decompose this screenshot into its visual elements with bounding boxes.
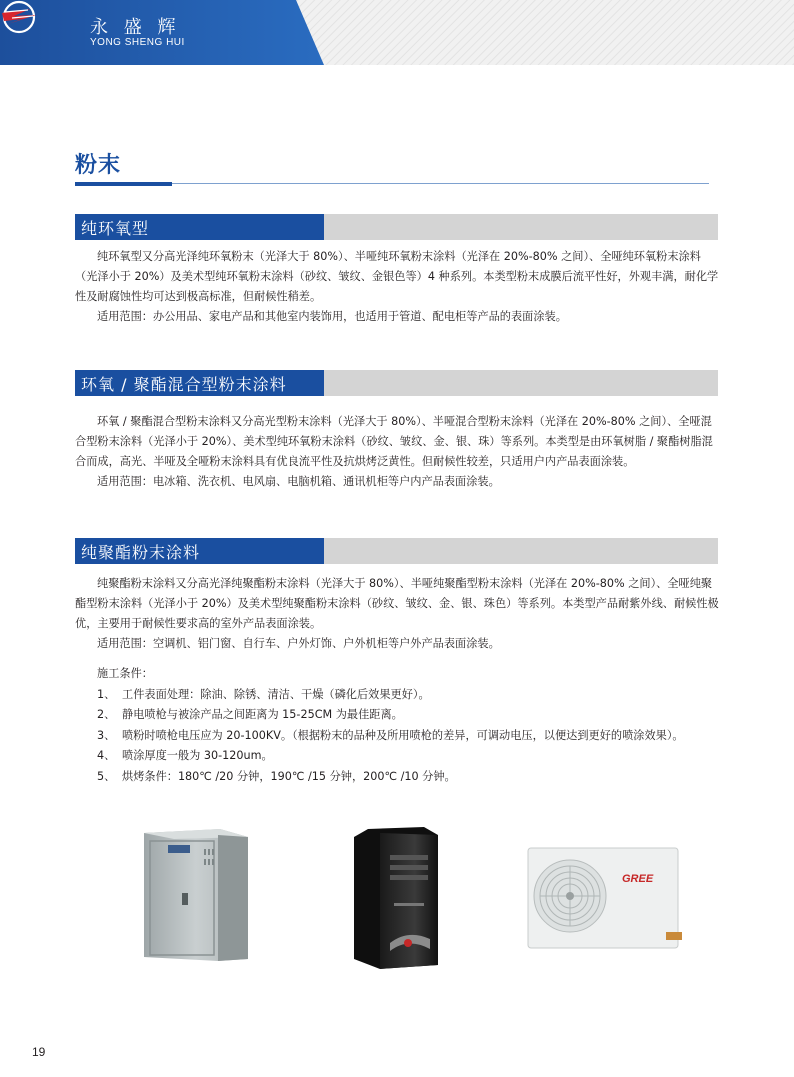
item-number: 4、 — [97, 749, 116, 762]
computer-case-image — [350, 825, 440, 970]
list-item — [97, 705, 684, 726]
list-item — [97, 767, 684, 788]
title-accent-bar — [75, 182, 172, 186]
section-heading: 环氧 / 聚酯混合型粉末涂料 — [81, 375, 287, 394]
item-number: 2、 — [97, 708, 116, 721]
list-item — [97, 726, 684, 747]
section-header-epoxy — [75, 214, 718, 240]
header-band — [0, 0, 794, 65]
paragraph: 纯环氧型又分高光泽纯环氧粉末（光泽大于 80%）、半哑纯环氧粉末涂料（光泽在 20%-80% 之间）、全哑纯环氧粉末涂料（光泽小于 20%）及美术型纯环氧粉末涂料（砂纹、皱纹、金银色等）4 种系列。本类型粉末成膜后流平性好，外观丰满，耐化学性及耐腐蚀性均可达到极高标准，但耐候性稍差。 — [75, 250, 719, 303]
paragraph: 适用范围：电冰箱、洗衣机、电风扇、电脑机箱、通讯机柜等户内产品表面涂装。 — [97, 475, 500, 488]
section-header-hybrid — [75, 370, 718, 396]
air-conditioner-outdoor-unit-image — [526, 844, 686, 952]
list-item — [97, 685, 684, 706]
paragraph: 适用范围：办公用品、家电产品和其他室内装饰用，也适用于管道、配电柜等产品的表面涂装。 — [97, 310, 567, 323]
item-text: 烘烤条件：180℃ /20 分钟，190℃ /15 分钟，200℃ /10 分钟。 — [122, 769, 456, 783]
section-header-polyester — [75, 538, 718, 564]
item-number: 1、 — [97, 687, 116, 701]
construction-heading: 施工条件： — [97, 667, 153, 680]
section-body-hybrid — [75, 412, 720, 492]
company-logo-icon — [0, 0, 38, 34]
item-text: 静电喷枪与被涂产品之间距离为 15-25CM 为最佳距离。 — [122, 708, 403, 721]
item-text: 工件表面处理：除油、除锈、清洁、干燥（磷化后效果更好）。 — [122, 687, 430, 701]
section-body-epoxy — [75, 247, 720, 327]
section-heading: 纯环氧型 — [81, 219, 150, 238]
brand-name-chinese: 永 盛 辉 — [90, 17, 181, 38]
item-text: 喷涂厚度一般为 30-120um。 — [122, 749, 273, 762]
item-number: 5、 — [97, 769, 116, 783]
page-title: 粉末 — [75, 153, 122, 178]
section-body-polyester — [75, 574, 720, 654]
list-item — [97, 746, 684, 767]
item-number: 3、 — [97, 728, 116, 742]
ac-brand-label: GREE — [622, 873, 654, 885]
paragraph: 纯聚酯粉末涂料又分高光泽纯聚酯粉末涂料（光泽大于 80%）、半哑纯聚酯型粉末涂料（光泽在 20%-80% 之间）、全哑纯聚酯型粉末涂料（光泽小于 20%）及美术型纯聚酯粉末涂料（砂纹、皱纹、金、银、珠色）等系列。本类型产品耐紫外线、耐候性极优，主要用于耐候性要求高的室外产品表面涂装。 — [75, 577, 719, 630]
paragraph: 环氧 / 聚酯混合型粉末涂料又分高光型粉末涂料（光泽大于 80%）、半哑混合型粉末涂料（光泽在 20%-80% 之间）、全哑混合型粉末涂料（光泽小于 20%）、美术型纯环氧粉末涂料（砂纹、皱纹、金、银、珠）等系列。本类型是由环氧树脂 / 聚酯树脂混合而成，高光、半哑及全哑粉末涂料具有优良流平性及抗烘烤泛黄性。但耐候性较差，只适用户内产品表面涂装。 — [75, 415, 713, 468]
electrical-cabinet-image — [140, 823, 252, 963]
paragraph: 适用范围：空调机、铝门窗、自行车、户外灯饰、户外机柜等户外产品表面涂装。 — [97, 637, 500, 650]
page-number: 19 — [32, 1045, 46, 1059]
construction-conditions — [97, 664, 684, 787]
section-heading: 纯聚酯粉末涂料 — [81, 543, 201, 562]
item-text: 喷粉时喷枪电压应为 20-100KV。（根据粉末的品种及所用喷枪的差异，可调动电压，以便达到更好的喷涂效果）。 — [122, 728, 684, 742]
brand-name-english: YONG SHENG HUI — [90, 37, 185, 48]
